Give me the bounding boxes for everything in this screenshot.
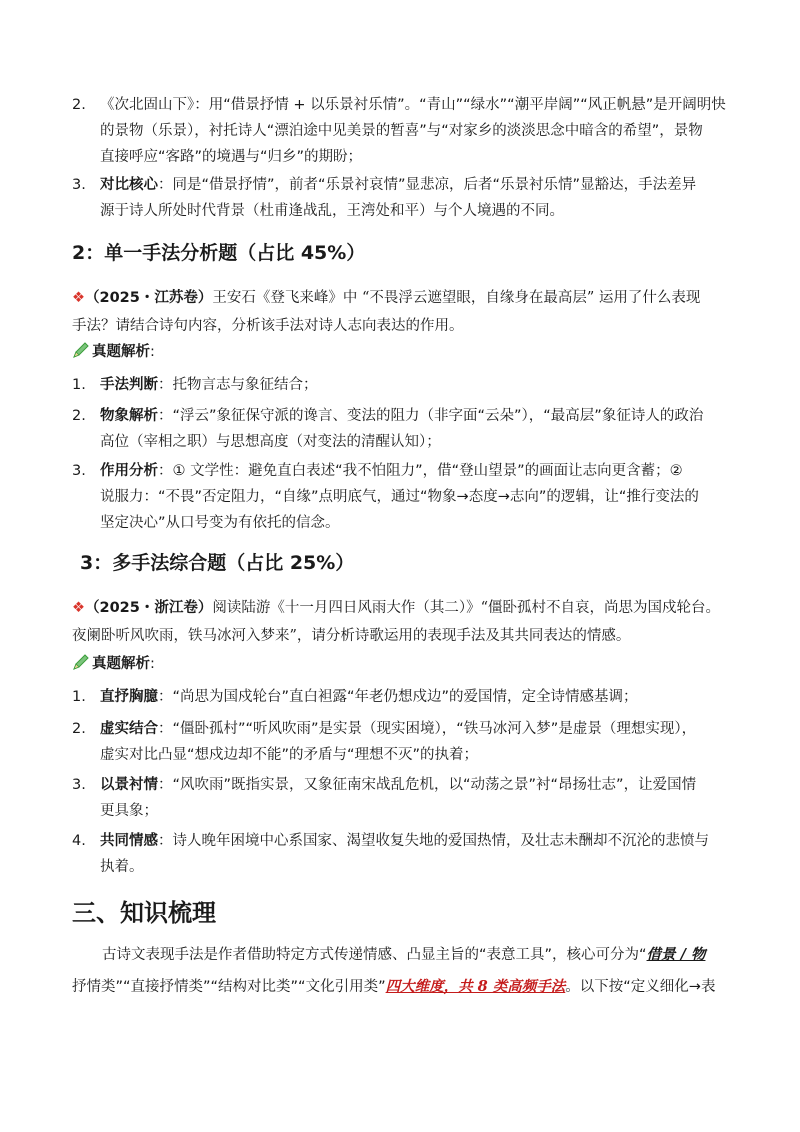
question-text: 手法？请结合诗句内容，分析该手法对诗人志向表达的作用。 — [72, 318, 464, 334]
question-block — [72, 284, 742, 340]
question-text: 夜阑卧听风吹雨，铁马冰河入梦来”，请分析诗歌运用的表现手法及其共同表达的情感。 — [72, 628, 631, 644]
list-bold-term: 虚实结合 — [100, 721, 158, 737]
list-text-line: ：“浮云”象征保守派的谗言、变法的阻力（非字面“云朵”），“最高层”象征诗人的政治 — [158, 408, 704, 424]
section-heading: 3：多手法综合题（占比 25%） — [80, 552, 355, 574]
question-text: 阅读陆游《十一月四日风雨大作（其二）》“僵卧孤村不自哀，尚思为国戍轮台。 — [212, 600, 721, 616]
emphasis-text: 借景 / 物 — [646, 946, 706, 963]
question-block — [72, 594, 742, 650]
paragraph-text: 古诗文表现手法是作者借助特定方式传递情感、凸显主旨的“表意工具”，核心可分为“ — [102, 947, 647, 963]
chapter-heading: 三、知识梳理 — [72, 899, 216, 927]
list-number: 1. — [72, 689, 86, 705]
list-bold-term: 物象解析 — [100, 408, 158, 424]
list-text-line: 说服力：“不畏”否定阻力，“自缘”点明底气，通过“物象→态度→志向”的逻辑，让“推行变法的 — [100, 489, 699, 505]
pencil-icon — [72, 653, 90, 679]
analysis-label: 真题解析: — [72, 340, 155, 367]
list-number: 3. — [72, 777, 86, 793]
question-tag: （2025・浙江卷） — [85, 600, 213, 616]
diamond-icon: ❖ — [72, 600, 85, 616]
list-text-line: ：“尚思为国戍轮台”直白袒露“年老仍想戍边”的爱国情，定全诗情感基调； — [158, 689, 638, 705]
list-bold-term: 手法判断 — [100, 377, 158, 393]
question-text: 王安石《登飞来峰》中 “不畏浮云遮望眼，自缘身在最高层” 运用了什么表现 — [212, 290, 701, 306]
list-number: 3. — [72, 463, 86, 479]
list-number: 2. — [72, 408, 86, 424]
list-text-line: ：同是“借景抒情”，前者“乐景衬哀情”显悲凉，后者“乐景衬乐情”显豁达，手法差异 — [158, 177, 697, 193]
paragraph-text: 。以下按“定义细化→表 — [565, 979, 716, 995]
list-bold-term: 直抒胸臆 — [100, 689, 158, 705]
list-number: 1. — [72, 377, 86, 393]
list-text-line: 的景物（乐景），衬托诗人“漂泊途中见美景的暂喜”与“对家乡的淡淡思念中暗含的希望”，景物 — [100, 123, 703, 139]
list-number: 3. — [72, 177, 86, 193]
list-text-line: 坚定决心”从口号变为有依托的信念。 — [100, 515, 340, 531]
list-number: 2. — [72, 721, 86, 737]
list-bold-term: 共同情感 — [100, 833, 158, 849]
list-text-line: ：“僵卧孤村”“听风吹雨”是实景（现实困境），“铁马冰河入梦”是虚景（理想实现）， — [158, 721, 697, 737]
analysis-label: 真题解析: — [72, 652, 155, 679]
list-bold-term: 以景衬情 — [100, 777, 158, 793]
list-text-line: ：托物言志与象征结合； — [158, 377, 318, 393]
paragraph-text: 抒情类”“直接抒情类”“结构对比类”“文化引用类” — [72, 979, 386, 995]
analysis-label-text: 真题解析 — [92, 344, 150, 360]
pencil-icon — [72, 341, 90, 367]
body-paragraph — [72, 940, 742, 970]
list-bold-term: 对比核心 — [100, 177, 158, 193]
list-number: 2. — [72, 97, 86, 113]
diamond-icon: ❖ — [72, 290, 85, 306]
list-bold-term: 作用分析 — [100, 463, 158, 479]
analysis-label-text: 真题解析 — [92, 656, 150, 672]
list-number: 4. — [72, 833, 86, 849]
body-paragraph-continued — [72, 972, 742, 1002]
list-text-line: ：诗人晚年困境中心系国家、渴望收复失地的爱国热情，及壮志未酬却不沉沦的悲愤与 — [158, 833, 709, 849]
section-heading: 2：单一手法分析题（占比 45%） — [72, 242, 366, 264]
list-text-line: 直接呼应“客路”的境遇与“归乡”的期盼； — [100, 149, 363, 165]
list-text-line: ：① 文学性：避免直白表述“我不怕阻力”，借“登山望景”的画面让志向更含蓄；② — [158, 463, 683, 479]
question-tag: （2025・江苏卷） — [85, 290, 213, 306]
list-text-line: ：“风吹雨”既指实景，又象征南宋战乱危机，以“动荡之景”衬“昂扬壮志”，让爱国情 — [158, 777, 697, 793]
red-emphasis-text: 四大维度，共 8 类高频手法 — [385, 978, 566, 995]
list-text-line: 执着。 — [100, 859, 144, 875]
list-text-line: 源于诗人所处时代背景（杜甫逢战乱，王湾处和平）与个人境遇的不同。 — [100, 203, 564, 219]
list-text-line: 《次北固山下》：用“借景抒情 + 以乐景衬乐情”。“青山”“绿水”“潮平岸阔”“风正帆悬”是开阔明快 — [100, 97, 726, 113]
list-text-line: 高位（宰相之职）与思想高度（对变法的清醒认知）； — [100, 434, 441, 450]
list-text-line: 更具象； — [100, 803, 158, 819]
list-text-line: 虚实对比凸显“想戍边却不能”的矛盾与“理想不灭”的执着； — [100, 747, 479, 763]
